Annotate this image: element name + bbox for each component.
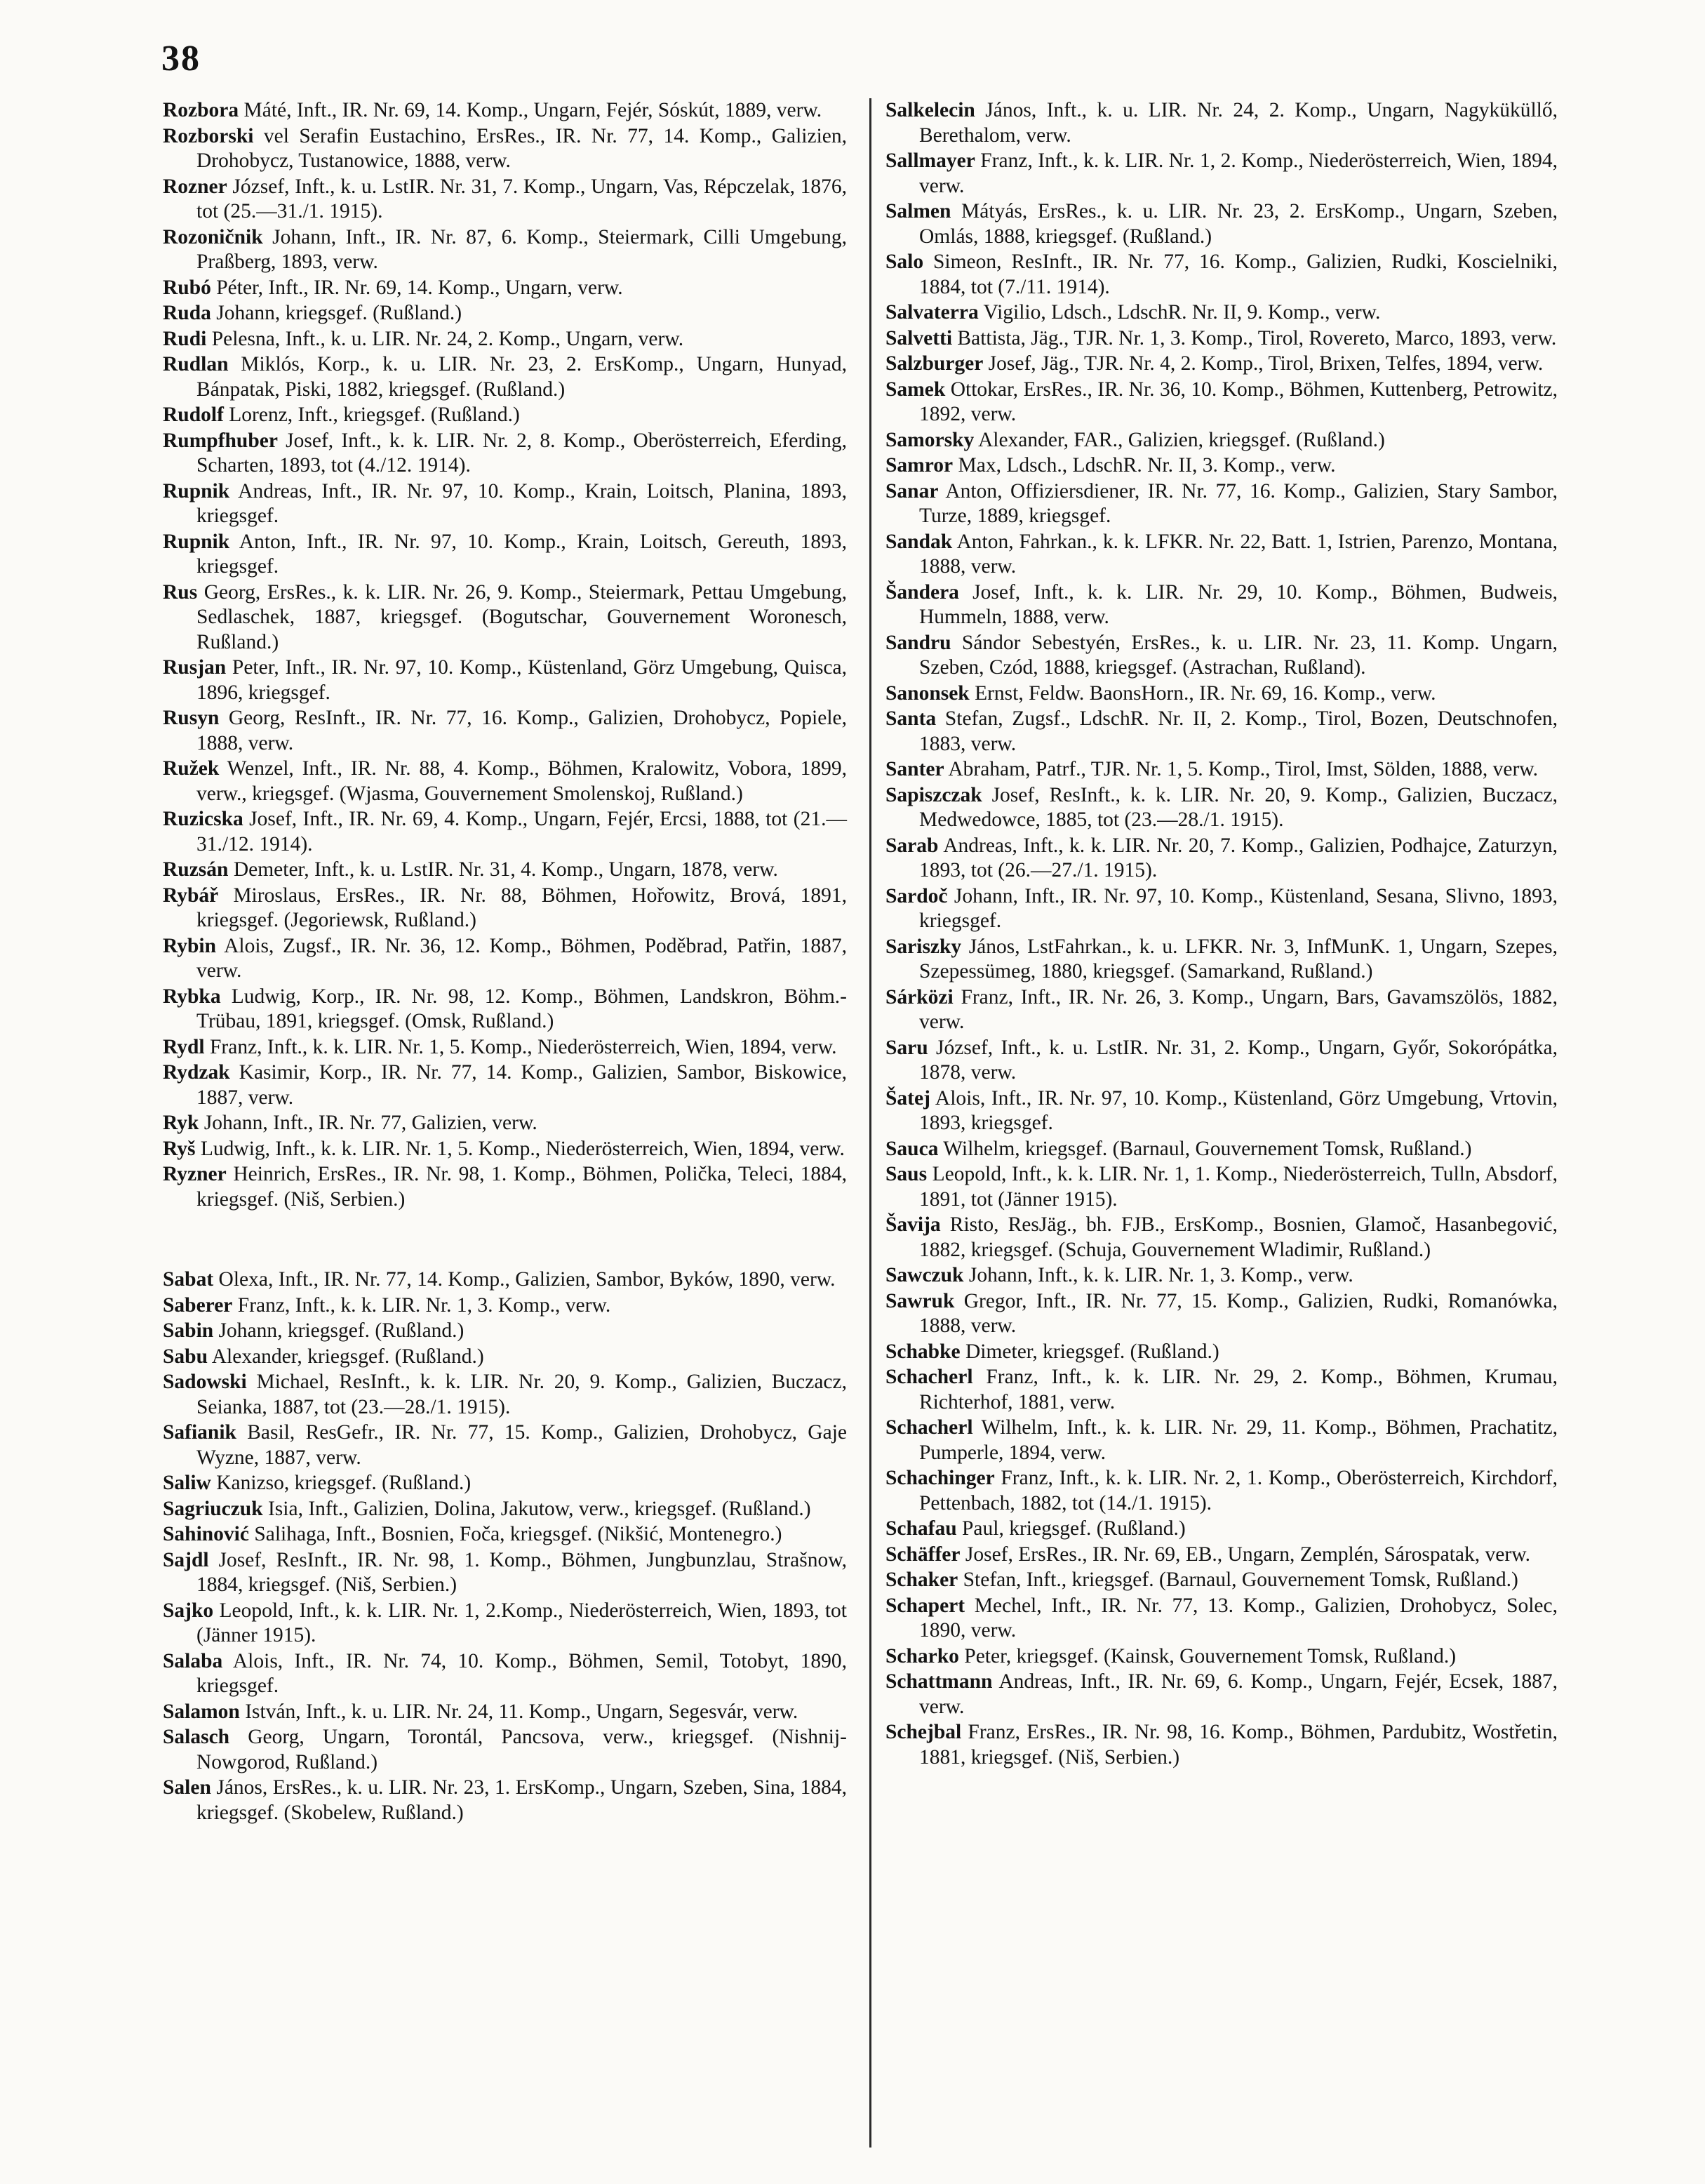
entry-surname: Saus [885,1163,928,1185]
list-item [163,655,847,705]
list-item [885,1137,1558,1162]
entry-details: Andreas, Inft., IR. Nr. 69, 6. Komp., Ungarn, Fejér, Ecsek, 1887, verw. [919,1670,1558,1718]
list-item [885,681,1558,707]
list-item [163,1497,847,1522]
entry-surname: Saberer [163,1293,233,1317]
entry-details: Alexander, FAR., Galizien, kriegsgef. (Rußland.) [974,428,1385,451]
entry-details: János, LstFahrkan., k. u. LFKR. Nr. 3, InfMunK. 1, Ungarn, Szepes, Szepessümeg, 1880, kriegsgef. (Samarkand, Rußland.) [919,935,1558,983]
list-item [163,1060,847,1110]
entry-details: Isia, Inft., Galizien, Dolina, Jakutow, verw., kriegsgef. (Rußland.) [262,1497,811,1520]
entry-details: Anton, Inft., IR. Nr. 97, 10. Komp., Krain, Loitsch, Gereuth, 1893, kriegsgef. [196,530,847,578]
entry-surname: Ruda [163,302,211,324]
entry-details: Andreas, Inft., IR. Nr. 97, 10. Komp., Krain, Loitsch, Planina, 1893, kriegsgef. [196,479,847,527]
list-item [885,1568,1558,1593]
list-item [885,1644,1558,1670]
list-item [163,1111,847,1136]
entry-details: Basil, ResGefr., IR. Nr. 77, 15. Komp., Galizien, Drohobycz, Gaje Wyzne, 1887, verw. [196,1421,847,1469]
entry-surname: Šatej [885,1086,930,1110]
entry-surname: Rus [163,580,198,604]
entry-details: Josef, ResInft., k. k. LIR. Nr. 20, 9. Komp., Galizien, Buczacz, Medwedowce, 1885, tot (23.—28./1. 1915). [919,783,1558,831]
list-item [885,1594,1558,1644]
entry-surname: Rybář [163,884,219,907]
entry-details: Leopold, Inft., k. k. LIR. Nr. 1, 2.Komp., Niederösterreich, Wien, 1893, tot (Jänner 1915). [196,1599,847,1646]
entry-surname: Schacherl [885,1366,973,1388]
entry-surname: Salamon [163,1700,240,1723]
list-item [163,1035,847,1060]
entry-details: Ottokar, ErsRes., IR. Nr. 36, 10. Komp., Böhmen, Kuttenberg, Petrowitz, 1892, verw. [919,378,1558,425]
entry-surname: Rybin [163,934,217,957]
entry-surname: Sandak [885,530,953,553]
list-item [885,428,1558,453]
entry-details: Alois, Inft., IR. Nr. 74, 10. Komp., Böhmen, Semil, Totobyt, 1890, kriegsgef. [196,1649,847,1697]
list-item [163,1776,847,1825]
entry-details: Olexa, Inft., IR. Nr. 77, 14. Komp., Galizien, Sambor, Byków, 1890, verw. [213,1268,836,1291]
entry-surname: Rozoničnik [163,225,263,248]
list-item [163,175,847,225]
entry-surname: Schaker [885,1569,958,1591]
list-item [163,1370,847,1420]
entry-surname: Rudlan [163,353,229,375]
list-item [163,98,847,124]
entry-details: Péter, Inft., IR. Nr. 69, 14. Komp., Ungarn, verw. [210,276,623,299]
list-item [885,1416,1558,1465]
entry-details: Lorenz, Inft., kriegsgef. (Rußland.) [223,404,520,426]
entry-details: Salihaga, Inft., Bosnien, Foča, kriegsgef. (Nikšić, Montenegro.) [248,1523,782,1545]
left-entries-r [163,98,847,1212]
entry-surname: Rydzak [163,1061,230,1084]
list-item [163,352,847,402]
list-item [163,1700,847,1725]
list-item [885,1213,1558,1263]
entry-surname: Sardoč [885,884,948,907]
entry-surname: Schafau [885,1517,957,1540]
entry-details: Heinrich, ErsRes., IR. Nr. 98, 1. Komp., Böhmen, Polička, Teleci, 1884, kriegsgef. (Niš, Serbien.) [196,1163,847,1211]
list-item [885,631,1558,681]
list-item [163,301,847,326]
entry-details: Josef, Inft., k. k. LIR. Nr. 2, 8. Komp., Oberösterreich, Eferding, Scharten, 1893, tot (4./12. 1914). [196,429,847,477]
entry-details: József, Inft., k. u. LstIR. Nr. 31, 7. Komp., Ungarn, Vas, Répczelak, 1876, tot (25.—31./1. 1915). [196,175,847,222]
list-item [885,834,1558,884]
entry-details: Johann, Inft., IR. Nr. 87, 6. Komp., Steiermark, Cilli Umgebung, Praßberg, 1893, verw. [196,225,847,273]
list-item [885,1365,1558,1415]
list-item [885,479,1558,529]
entry-surname: Salaba [163,1649,223,1672]
list-item [163,479,847,529]
entry-details: Risto, ResJäg., bh. FJB., ErsKomp., Bosnien, Glamoč, Hasanbegović, 1882, kriegsgef. (Schuja, Gouvernement Wladimir, Rußland.) [919,1213,1558,1261]
entry-surname: Schabke [885,1340,961,1363]
entry-details: Peter, kriegsgef. (Kainsk, Gouvernement Tomsk, Rußland.) [958,1644,1457,1667]
entry-surname: Sawczuk [885,1264,964,1286]
entry-details: Franz, Inft., k. k. LIR. Nr. 1, 5. Komp., Niederösterreich, Wien, 1894, verw. [204,1035,837,1058]
list-item [163,807,847,857]
list-item [163,225,847,275]
list-item [163,858,847,883]
left-column [163,98,847,1826]
column-divider [869,98,871,2148]
entry-details: Josef, Inft., IR. Nr. 69, 4. Komp., Ungarn, Fejér, Ercsi, 1888, tot (21.—31./12. 1914). [196,808,847,855]
entry-surname: Rusyn [163,707,220,729]
list-item [885,1086,1558,1136]
entry-details: Franz, Inft., k. k. LIR. Nr. 1, 3. Komp., verw. [232,1293,611,1317]
entry-surname: Sárközi [885,985,954,1008]
entry-surname: Santa [885,707,937,730]
entry-surname: Rozborski [163,124,254,147]
entry-surname: Saru [885,1036,928,1059]
entry-details: Miroslaus, ErsRes., IR. Nr. 88, Böhmen, Hořowitz, Brová, 1891, kriegsgef. (Jegoriewsk, Rußland.) [196,884,847,931]
entry-surname: Samror [885,454,954,477]
entry-details: Anton, Fahrkan., k. k. LFKR. Nr. 22, Batt. 1, Istrien, Parenzo, Montana, 1888, verw. [919,530,1558,578]
list-item [885,453,1558,479]
entry-details: József, Inft., k. u. LstIR. Nr. 31, 2. Komp., Ungarn, Győr, Sokorópátka, 1878, verw. [919,1036,1558,1084]
entry-surname: Sagriuczuk [163,1497,263,1520]
entry-details: Johann, kriegsgef. (Rußland.) [213,1319,464,1342]
entry-surname: Sawruk [885,1289,955,1312]
entry-details: Georg, ErsRes., k. k. LIR. Nr. 26, 9. Komp., Steiermark, Pettau Umgebung, Sedlaschek, 1887, kriegsgef. (Bogutschar, Gouvernement Woronesch, Rußland.) [196,580,847,653]
entry-surname: Salen [163,1776,211,1799]
entry-details: Battista, Jäg., TJR. Nr. 1, 3. Komp., Tirol, Rovereto, Marco, 1893, verw. [952,326,1557,349]
list-item [163,1649,847,1699]
list-item [885,378,1558,427]
entry-surname: Sajko [163,1599,214,1622]
entry-details: Andreas, Inft., k. k. LIR. Nr. 20, 7. Komp., Galizien, Podhajce, Zaturzyn, 1893, tot (26.—27./1. 1915). [919,834,1558,881]
entry-details: István, Inft., k. u. LIR. Nr. 24, 11. Komp., Ungarn, Segesvár, verw. [239,1700,798,1723]
entry-details: Georg, ResInft., IR. Nr. 77, 16. Komp., Galizien, Drohobycz, Popiele, 1888, verw. [196,707,847,754]
list-item [885,707,1558,757]
list-item [163,706,847,756]
list-item [885,1720,1558,1770]
entry-surname: Samek [885,378,946,401]
entry-surname: Schattmann [885,1670,993,1693]
entry-surname: Salo [885,251,924,273]
list-item [163,1137,847,1162]
list-item [163,985,847,1034]
list-item [885,352,1558,377]
list-item [163,1420,847,1470]
list-item [885,1670,1558,1719]
entry-details: Anton, Offiziersdiener, IR. Nr. 77, 16. Komp., Galizien, Stary Sambor, Turze, 1889, kriegsgef. [919,479,1558,527]
list-item [163,884,847,933]
entry-details: Pelesna, Inft., k. u. LIR. Nr. 24, 2. Komp., Ungarn, verw. [206,327,684,350]
list-item [885,985,1558,1035]
entry-surname: Sariszky [885,935,962,958]
entry-details: Franz, Inft., k. k. LIR. Nr. 29, 2. Komp., Böhmen, Krumau, Richterhof, 1881, verw. [919,1366,1558,1413]
list-item [163,403,847,428]
entry-details: Johann, Inft., IR. Nr. 97, 10. Komp., Küstenland, Sesana, Slivno, 1893, kriegsgef. [919,884,1558,932]
entry-surname: Salzburger [885,352,984,375]
entry-surname: Rusjan [163,656,227,679]
entry-details: Franz, Inft., k. k. LIR. Nr. 2, 1. Komp., Oberösterreich, Kirchdorf, Pettenbach, 1882, tot (14./1. 1915). [919,1467,1558,1514]
entry-surname: Saliw [163,1472,211,1494]
entry-surname: Šavija [885,1213,941,1236]
entry-surname: Ryzner [163,1163,227,1185]
entry-details: Mechel, Inft., IR. Nr. 77, 13. Komp., Galizien, Drohobycz, Solec, 1890, verw. [919,1594,1558,1642]
list-item [163,124,847,174]
entry-details: Josef, ErsRes., IR. Nr. 69, EB., Ungarn, Zemplén, Sárospatak, verw. [960,1543,1530,1566]
list-item [885,98,1558,148]
list-item [885,149,1558,199]
list-item [885,326,1558,352]
entry-surname: Sajdl [163,1548,209,1571]
list-item [163,1345,847,1370]
page-number: 38 [161,39,201,79]
entry-details: Josef, Jäg., TJR. Nr. 4, 2. Komp., Tirol, Brixen, Telfes, 1894, verw. [983,352,1544,375]
entry-details: Gregor, Inft., IR. Nr. 77, 15. Komp., Galizien, Rudki, Romanówka, 1888, verw. [919,1289,1558,1337]
list-item [885,530,1558,580]
entry-details: Max, Ldsch., LdschR. Nr. II, 3. Komp., verw. [953,454,1336,477]
entry-details: vel Serafin Eustachino, ErsRes., IR. Nr. 77, 14. Komp., Galizien, Drohobycz, Tustanowice, 1888, verw. [196,124,847,172]
list-item [885,757,1558,783]
entry-details: Ludwig, Inft., k. k. LIR. Nr. 1, 5. Komp., Niederösterreich, Wien, 1894, verw. [195,1137,845,1160]
right-entries [885,98,1558,1770]
entry-surname: Sanar [885,479,939,502]
list-item [163,429,847,479]
entry-surname: Sandru [885,631,951,654]
entry-details: Ludwig, Korp., IR. Nr. 98, 12. Komp., Böhmen, Landskron, Böhm.-Trübau, 1891, kriegsgef. (Omsk, Rußland.) [196,985,847,1032]
entry-details: Simeon, ResInft., IR. Nr. 77, 16. Komp., Galizien, Rudki, Koscielniki, 1884, tot (7./11. 1914). [919,251,1558,298]
entry-surname: Salasch [163,1726,230,1748]
entry-details: Leopold, Inft., k. k. LIR. Nr. 1, 1. Komp., Niederösterreich, Tulln, Absdorf, 1891, tot (Jänner 1915). [919,1163,1558,1211]
list-item [885,1289,1558,1339]
entry-details: Wilhelm, kriegsgef. (Barnaul, Gouvernement Tomsk, Rußland.) [938,1137,1472,1160]
entry-surname: Salmen [885,200,951,222]
entry-details: Kasimir, Korp., IR. Nr. 77, 14. Komp., Galizien, Sambor, Biskowice, 1887, verw. [196,1061,847,1109]
list-item [885,1517,1558,1542]
list-item [885,1036,1558,1086]
entry-surname: Sahinović [163,1523,249,1545]
entry-surname: Schacherl [885,1416,973,1439]
list-item [885,935,1558,985]
entry-surname: Salvaterra [885,301,979,324]
entry-surname: Schäffer [885,1543,961,1566]
entry-surname: Sadowski [163,1371,247,1393]
list-item [885,250,1558,300]
entry-surname: Samorsky [885,428,975,451]
list-item [163,1162,847,1212]
entry-surname: Salvetti [885,326,953,349]
section-break [163,1213,847,1267]
entry-details: Peter, Inft., IR. Nr. 97, 10. Komp., Küstenland, Görz Umgebung, Quisca, 1896, kriegsgef. [196,656,847,704]
list-item [885,580,1558,630]
list-item [163,1319,847,1344]
entry-details: Josef, Inft., k. k. LIR. Nr. 29, 10. Komp., Böhmen, Budweis, Hummeln, 1888, verw. [919,580,1558,628]
entry-surname: Schachinger [885,1467,995,1489]
list-item [885,1466,1558,1516]
entry-surname: Ryš [163,1137,196,1160]
entry-surname: Rozbora [163,99,239,121]
entry-surname: Rydl [163,1035,205,1058]
entry-details: Franz, Inft., IR. Nr. 26, 3. Komp., Ungarn, Bars, Gavamszölös, 1882, verw. [919,985,1558,1033]
entry-details: Franz, ErsRes., IR. Nr. 98, 16. Komp., Böhmen, Pardubitz, Wostřetin, 1881, kriegsgef. (Niš, Serbien.) [919,1721,1558,1769]
entry-details: Máté, Inft., IR. Nr. 69, 14. Komp., Ungarn, Fejér, Sóskút, 1889, verw. [239,99,822,121]
entry-surname: Rozner [163,175,227,198]
entry-details: Mátyás, ErsRes., k. u. LIR. Nr. 23, 2. ErsKomp., Ungarn, Szeben, Omlás, 1888, kriegsgef. (Rußland.) [919,200,1558,248]
entry-surname: Rumpfhuber [163,429,278,452]
entry-details: Stefan, Inft., kriegsgef. (Barnaul, Gouvernement Tomsk, Rußland.) [958,1569,1518,1591]
entry-surname: Sabin [163,1319,214,1342]
entry-surname: Sallmayer [885,149,975,172]
entry-details: Johann, Inft., IR. Nr. 77, Galizien, verw. [199,1112,537,1134]
entry-surname: Rudolf [163,404,224,426]
list-item [163,530,847,580]
entry-details: Alexander, kriegsgef. (Rußland.) [207,1345,484,1368]
list-item [163,934,847,984]
list-item [885,199,1558,249]
list-item [885,1543,1558,1568]
entry-surname: Schapert [885,1594,965,1617]
list-item [163,757,847,806]
entry-surname: Scharko [885,1644,959,1667]
list-item [885,1162,1558,1212]
entry-surname: Ružek [163,757,220,780]
list-item [885,884,1558,934]
list-item [163,1599,847,1649]
entry-surname: Rupnik [163,530,230,553]
entry-surname: Salkelecin [885,99,975,121]
entry-details: Abraham, Patrf., TJR. Nr. 1, 5. Komp., Tirol, Imst, Sölden, 1888, verw. [944,758,1539,780]
list-item [163,1471,847,1496]
entry-details: Johann, Inft., k. k. LIR. Nr. 1, 3. Komp., verw. [963,1264,1353,1286]
right-column [885,98,1558,1771]
entry-details: Alois, Inft., IR. Nr. 97, 10. Komp., Küstenland, Görz Umgebung, Vrtovin, 1893, kriegsgef. [919,1086,1558,1134]
entry-surname: Santer [885,758,944,780]
entry-surname: Safianik [163,1421,236,1444]
entry-surname: Rybka [163,985,221,1008]
entry-details: Josef, ResInft., IR. Nr. 98, 1. Komp., Böhmen, Jungbunzlau, Strašnow, 1884, kriegsgef. (Niš, Serbien.) [196,1548,847,1596]
entry-surname: Sabat [163,1268,214,1291]
entry-details: Kanizso, kriegsgef. (Rußland.) [210,1472,472,1494]
list-item [885,300,1558,326]
entry-surname: Ruzsán [163,858,229,881]
entry-surname: Ryk [163,1112,199,1134]
entry-surname: Šandera [885,580,959,604]
entry-details: Wilhelm, Inft., k. k. LIR. Nr. 29, 11. Komp., Böhmen, Prachatitz, Pumperle, 1894, verw. [919,1416,1558,1464]
entry-details: Georg, Ungarn, Torontál, Pancsova, verw., kriegsgef. (Nishnij-Nowgorod, Rußland.) [196,1726,847,1773]
left-entries-s [163,1267,847,1825]
entry-surname: Sabu [163,1345,208,1368]
entry-surname: Ruzicska [163,808,243,830]
list-item [885,783,1558,833]
entry-details: Dimeter, kriegsgef. (Rußland.) [960,1340,1219,1363]
entry-surname: Sarab [885,834,939,857]
entry-surname: Sapiszczak [885,783,982,806]
list-item [163,1548,847,1598]
list-item [163,1725,847,1775]
entry-details: Miklós, Korp., k. u. LIR. Nr. 23, 2. ErsKomp., Ungarn, Hunyad, Bánpatak, Piski, 1882, kriegsgef. (Rußland.) [196,353,847,401]
entry-details: Sándor Sebestyén, ErsRes., k. u. LIR. Nr. 23, 11. Komp. Ungarn, Szeben, Czód, 1888, kriegsgef. (Astrachan, Rußland). [919,631,1558,679]
list-item [885,1340,1558,1365]
entry-details: Johann, kriegsgef. (Rußland.) [210,302,462,324]
list-item [163,327,847,352]
list-item [163,1522,847,1547]
list-item [163,1293,847,1319]
entry-details: Franz, Inft., k. k. LIR. Nr. 1, 2. Komp., Niederösterreich, Wien, 1894, verw. [919,149,1558,197]
entry-details: Ernst, Feldw. BaonsHorn., IR. Nr. 69, 16. Komp., verw. [969,681,1436,705]
entry-details: Stefan, Zugsf., LdschR. Nr. II, 2. Komp., Tirol, Bozen, Deutschnofen, 1883, verw. [919,707,1558,755]
entry-surname: Rupnik [163,479,230,502]
entry-details: János, Inft., k. u. LIR. Nr. 24, 2. Komp., Ungarn, Nagyküküllő, Berethalom, verw. [919,99,1558,147]
list-item [163,580,847,655]
entry-surname: Schejbal [885,1721,962,1743]
list-item [885,1263,1558,1289]
entry-details: Michael, ResInft., k. k. LIR. Nr. 20, 9. Komp., Galizien, Buczacz, Seianka, 1887, tot (23.—28./1. 1915). [196,1371,847,1418]
entry-details: Alois, Zugsf., IR. Nr. 36, 12. Komp., Böhmen, Poděbrad, Patřin, 1887, verw. [196,934,847,982]
entry-surname: Sauca [885,1137,939,1160]
entry-details: János, ErsRes., k. u. LIR. Nr. 23, 1. ErsKomp., Ungarn, Szeben, Sina, 1884, kriegsgef. (Skobelew, Rußland.) [196,1776,847,1824]
entry-surname: Rubó [163,276,211,299]
list-item [163,276,847,301]
entry-surname: Rudi [163,327,207,350]
entry-details: Wenzel, Inft., IR. Nr. 88, 4. Komp., Böhmen, Kralowitz, Vobora, 1899, verw., kriegsgef. (Wjasma, Gouvernement Smolenskoj, Rußland.) [196,757,847,805]
entry-details: Demeter, Inft., k. u. LstIR. Nr. 31, 4. Komp., Ungarn, 1878, verw. [228,858,778,881]
entry-surname: Sanonsek [885,681,970,705]
entry-details: Vigilio, Ldsch., LdschR. Nr. II, 9. Komp., verw. [978,301,1381,324]
entry-details: Paul, kriegsgef. (Rußland.) [956,1517,1186,1540]
list-item [163,1267,847,1293]
